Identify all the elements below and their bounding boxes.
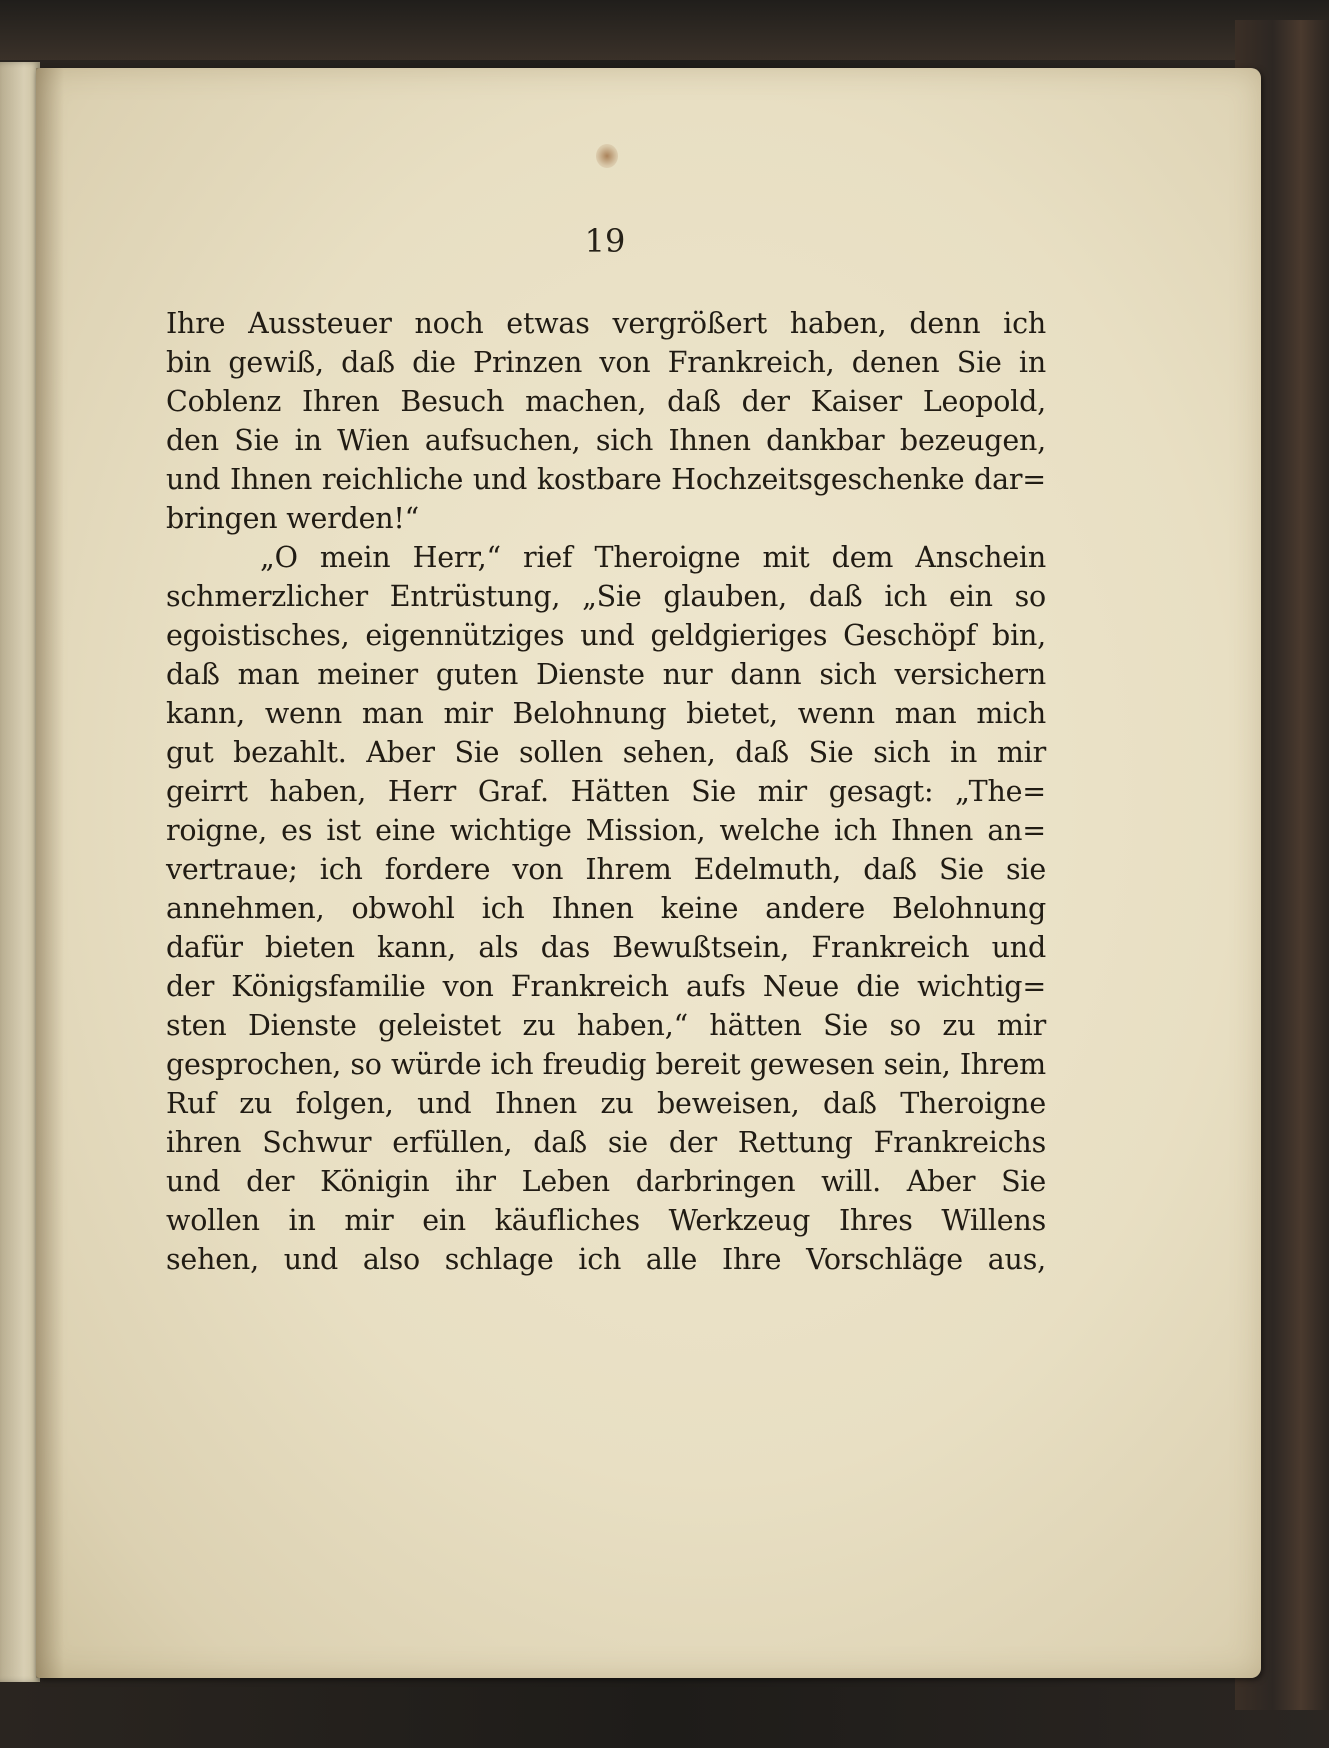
text-line: Ruf zu folgen, und Ihnen zu beweisen, daß Theroigne xyxy=(166,1087,1046,1120)
text-line: egoistisches, eigennütziges und geldgieriges Geschöpf bin, xyxy=(166,619,1046,652)
text-line: bringen werden!“ xyxy=(166,502,420,535)
text-line: gut bezahlt. Aber Sie sollen sehen, daß Sie sich in mir xyxy=(166,736,1046,769)
text-line: „O mein Herr,“ rief Theroigne mit dem Anschein xyxy=(260,541,1046,574)
text-line: und Ihnen reichliche und kostbare Hochzeitsgeschenke dar= xyxy=(166,463,1046,496)
text-line: daß man meiner guten Dienste nur dann sich versichern xyxy=(166,658,1046,691)
text-line: gesprochen, so würde ich freudig bereit gewesen sein, Ihrem xyxy=(166,1048,1046,1081)
text-line: dafür bieten kann, als das Bewußtsein, Frankreich und xyxy=(166,931,1046,964)
page-number: 19 xyxy=(584,222,626,260)
text-line: schmerzlicher Entrüstung, „Sie glauben, daß ich ein so xyxy=(166,580,1046,613)
text-line: bin gewiß, daß die Prinzen von Frankreich, denen Sie in xyxy=(166,346,1046,379)
text-line: der Königsfamilie von Frankreich aufs Neue die wichtig= xyxy=(166,970,1046,1003)
text-line: ihren Schwur erfüllen, daß sie der Rettung Frankreichs xyxy=(166,1126,1046,1159)
body-text xyxy=(166,304,1046,1279)
text-line: annehmen, obwohl ich Ihnen keine andere Belohnung xyxy=(166,892,1046,925)
text-line: geirrt haben, Herr Graf. Hätten Sie mir gesagt: „The= xyxy=(166,775,1046,808)
text-line: wollen in mir ein käufliches Werkzeug Ihres Willens xyxy=(166,1204,1046,1237)
spine-shadow xyxy=(36,68,64,1678)
text-line: kann, wenn man mir Belohnung bietet, wenn man mich xyxy=(166,697,1046,730)
text-line: den Sie in Wien aufsuchen, sich Ihnen dankbar bezeugen, xyxy=(166,424,1046,457)
text-line: roigne, es ist eine wichtige Mission, welche ich Ihnen an= xyxy=(166,814,1046,847)
text-line: sten Dienste geleistet zu haben,“ hätten Sie so zu mir xyxy=(166,1009,1046,1042)
text-line: vertraue; ich fordere von Ihrem Edelmuth, daß Sie sie xyxy=(166,853,1046,886)
text-line: und der Königin ihr Leben darbringen will. Aber Sie xyxy=(166,1165,1046,1198)
previous-page-edge xyxy=(0,62,40,1682)
paper-stain xyxy=(596,144,618,168)
text-line: Coblenz Ihren Besuch machen, daß der Kaiser Leopold, xyxy=(166,385,1046,418)
text-line: sehen, und also schlage ich alle Ihre Vorschläge aus, xyxy=(166,1243,1046,1276)
text-line: Ihre Aussteuer noch etwas vergrößert haben, denn ich xyxy=(166,307,1046,340)
cover-top-edge xyxy=(0,0,1329,60)
